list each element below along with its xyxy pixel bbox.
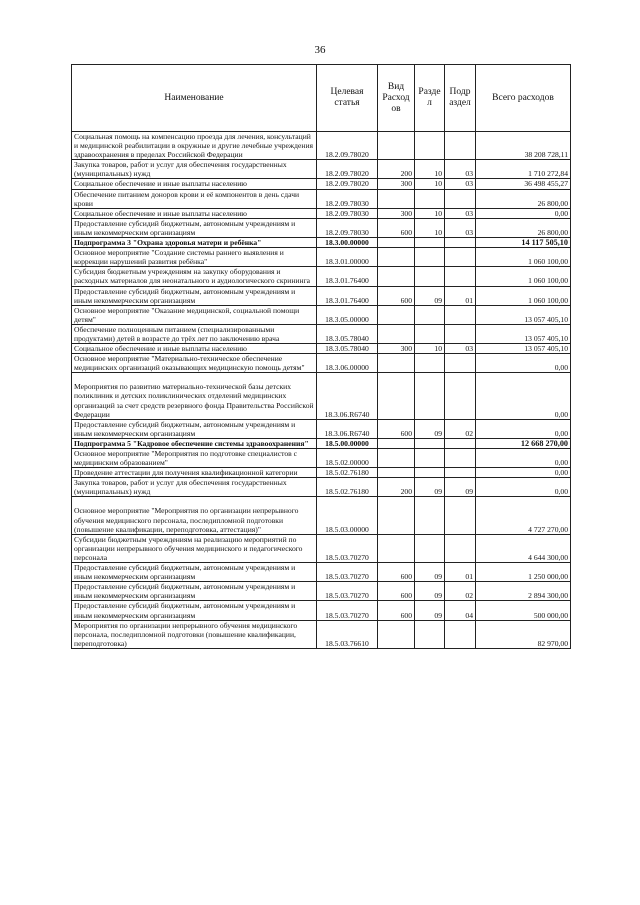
row-target: 18.5.02.00000	[317, 449, 378, 468]
row-total: 36 498 455,27	[476, 179, 571, 189]
table-row	[72, 344, 571, 354]
row-podrazdel	[445, 373, 476, 419]
row-razdel: 09	[415, 582, 445, 601]
row-total: 0,00	[476, 419, 571, 438]
table-row	[72, 267, 571, 286]
row-total: 2 894 300,00	[476, 582, 571, 601]
row-razdel: 09	[415, 286, 445, 305]
row-razdel	[415, 534, 445, 562]
row-name: Закупка товаров, работ и услуг для обеспечения государственных (муниципальных) нужд	[72, 160, 317, 179]
header-name: Наименование	[72, 65, 317, 132]
row-total: 12 668 270,00	[476, 438, 571, 448]
table-row	[72, 419, 571, 438]
row-target: 18.5.03.70270	[317, 534, 378, 562]
row-podrazdel: 04	[445, 601, 476, 620]
row-podrazdel	[445, 189, 476, 208]
budget-table	[71, 64, 571, 649]
row-target: 18.5.03.70270	[317, 563, 378, 582]
row-vid	[378, 620, 415, 648]
row-razdel	[415, 354, 445, 373]
row-target: 18.3.06.R6740	[317, 373, 378, 419]
row-target: 18.2.09.78030	[317, 208, 378, 218]
row-name: Мероприятия по развитию материально-технической базы детских поликлиник и детских поликлинических отделений медицинских организаций за счет средств резервного фонда Правительства Российской Федерации	[72, 373, 317, 419]
row-total: 26 800,00	[476, 189, 571, 208]
row-vid: 600	[378, 582, 415, 601]
row-name: Мероприятия по организации непрерывного обучения медицинского персонала, последипломной подготовки (повышение квалификации, переподготовка)	[72, 620, 317, 648]
row-total: 4 727 270,00	[476, 497, 571, 534]
row-target: 18.5.03.76610	[317, 620, 378, 648]
row-razdel	[415, 189, 445, 208]
row-vid: 600	[378, 286, 415, 305]
row-podrazdel	[445, 305, 476, 324]
row-podrazdel	[445, 534, 476, 562]
page-number: 36	[314, 44, 326, 56]
row-target: 18.5.02.76180	[317, 468, 378, 478]
row-name: Подпрограмма 5 "Кадровое обеспечение системы здравоохранения"	[72, 438, 317, 448]
table-row	[72, 208, 571, 218]
row-vid	[378, 534, 415, 562]
table-header-row	[72, 65, 571, 132]
row-razdel: 10	[415, 160, 445, 179]
row-name: Основное мероприятие "Оказание медицинской, социальной помощи детям"	[72, 305, 317, 324]
header-total: Всего расходов	[476, 65, 571, 132]
row-podrazdel: 02	[445, 582, 476, 601]
table-row	[72, 286, 571, 305]
row-target: 18.5.03.70270	[317, 582, 378, 601]
row-vid	[378, 305, 415, 324]
row-podrazdel: 01	[445, 563, 476, 582]
row-total: 0,00	[476, 478, 571, 497]
row-razdel	[415, 497, 445, 534]
row-target: 18.2.09.78020	[317, 160, 378, 179]
row-podrazdel	[445, 132, 476, 160]
row-total: 13 057 405,10	[476, 305, 571, 324]
row-podrazdel	[445, 438, 476, 448]
row-target: 18.2.09.78030	[317, 189, 378, 208]
header-podrazdel: Подр аздел	[445, 65, 476, 132]
row-total: 82 970,00	[476, 620, 571, 648]
row-vid	[378, 238, 415, 248]
row-name: Предоставление субсидий бюджетным, автономным учреждениям и иным некоммерческим организациям	[72, 601, 317, 620]
header-target: Целевая статья	[317, 65, 378, 132]
row-target: 18.2.09.78030	[317, 218, 378, 237]
row-razdel	[415, 305, 445, 324]
row-name: Закупка товаров, работ и услуг для обеспечения государственных (муниципальных) нужд	[72, 478, 317, 497]
row-vid	[378, 248, 415, 267]
table-row	[72, 582, 571, 601]
row-podrazdel: 03	[445, 160, 476, 179]
row-podrazdel	[445, 620, 476, 648]
row-podrazdel: 03	[445, 208, 476, 218]
row-name: Социальное обеспечение и иные выплаты населению	[72, 208, 317, 218]
row-name: Социальное обеспечение и иные выплаты населению	[72, 179, 317, 189]
row-name: Предоставление субсидий бюджетным, автономным учреждениям и иным некоммерческим организациям	[72, 582, 317, 601]
row-total: 1 060 100,00	[476, 267, 571, 286]
row-name: Предоставление субсидий бюджетным, автономным учреждениям и иным некоммерческим организациям	[72, 563, 317, 582]
row-total: 500 000,00	[476, 601, 571, 620]
row-razdel: 09	[415, 601, 445, 620]
row-vid	[378, 468, 415, 478]
row-razdel: 09	[415, 563, 445, 582]
table-row	[72, 563, 571, 582]
table-row	[72, 373, 571, 419]
row-razdel	[415, 324, 445, 343]
row-podrazdel: 01	[445, 286, 476, 305]
row-target: 18.5.03.00000	[317, 497, 378, 534]
row-razdel	[415, 267, 445, 286]
header-vid: Вид Расход ов	[378, 65, 415, 132]
row-target: 18.5.00.00000	[317, 438, 378, 448]
table-row	[72, 601, 571, 620]
row-vid	[378, 132, 415, 160]
row-razdel	[415, 449, 445, 468]
table-row	[72, 324, 571, 343]
row-vid	[378, 267, 415, 286]
table-row	[72, 160, 571, 179]
table-row	[72, 478, 571, 497]
table-row	[72, 179, 571, 189]
row-vid	[378, 438, 415, 448]
row-target: 18.5.03.70270	[317, 601, 378, 620]
row-target: 18.3.05.00000	[317, 305, 378, 324]
row-podrazdel: 09	[445, 478, 476, 497]
row-total: 0,00	[476, 208, 571, 218]
row-podrazdel: 03	[445, 344, 476, 354]
table-row	[72, 620, 571, 648]
row-total: 4 644 300,00	[476, 534, 571, 562]
row-target: 18.3.05.78040	[317, 324, 378, 343]
row-target: 18.3.06.00000	[317, 354, 378, 373]
row-vid	[378, 497, 415, 534]
table-row	[72, 354, 571, 373]
row-total: 1 060 100,00	[476, 286, 571, 305]
row-name: Социальная помощь на компенсацию проезда для лечения, консультаций и медицинской реабилитации в окружные и другие лечебные учреждения здравоохранения в пределах Российской Федерации	[72, 132, 317, 160]
row-vid	[378, 324, 415, 343]
row-podrazdel: 03	[445, 179, 476, 189]
row-total: 26 800,00	[476, 218, 571, 237]
row-podrazdel	[445, 468, 476, 478]
row-podrazdel	[445, 267, 476, 286]
row-name: Предоставление субсидий бюджетным, автономным учреждениям и иным некоммерческим организациям	[72, 218, 317, 237]
row-total: 13 057 405,10	[476, 344, 571, 354]
table-row	[72, 248, 571, 267]
row-target: 18.3.01.00000	[317, 248, 378, 267]
row-vid	[378, 373, 415, 419]
row-target: 18.2.09.78020	[317, 132, 378, 160]
table-row	[72, 238, 571, 248]
row-vid: 600	[378, 563, 415, 582]
header-razdel: Разде л	[415, 65, 445, 132]
row-vid: 200	[378, 478, 415, 497]
row-target: 18.3.00.00000	[317, 238, 378, 248]
row-razdel	[415, 373, 445, 419]
table-row	[72, 218, 571, 237]
row-total: 13 057 405,10	[476, 324, 571, 343]
table-row	[72, 189, 571, 208]
table-row	[72, 438, 571, 448]
row-name: Подпрограмма 3 "Охрана здоровья матери и ребёнка"	[72, 238, 317, 248]
row-name: Субсидия бюджетным учреждениям на закупку оборудования и расходных материалов для неонатального и аудиологического скрининга	[72, 267, 317, 286]
row-name: Основное мероприятие "Создание системы раннего выявления и коррекции нарушений развития ребёнка"	[72, 248, 317, 267]
row-podrazdel	[445, 449, 476, 468]
row-total: 14 117 505,10	[476, 238, 571, 248]
row-podrazdel: 02	[445, 419, 476, 438]
row-razdel	[415, 620, 445, 648]
table-row	[72, 449, 571, 468]
row-total: 0,00	[476, 449, 571, 468]
row-total: 0,00	[476, 468, 571, 478]
row-target: 18.3.06.R6740	[317, 419, 378, 438]
table-row	[72, 132, 571, 160]
row-podrazdel	[445, 354, 476, 373]
row-total: 38 208 728,11	[476, 132, 571, 160]
row-podrazdel	[445, 248, 476, 267]
row-vid: 300	[378, 208, 415, 218]
table-row	[72, 305, 571, 324]
row-target: 18.5.02.76180	[317, 478, 378, 497]
table-body	[72, 132, 571, 649]
row-name: Основное мероприятие "Материально-техническое обеспечение медицинских организаций оказывающих медицинскую помощь детям"	[72, 354, 317, 373]
row-total: 0,00	[476, 354, 571, 373]
row-vid	[378, 354, 415, 373]
row-razdel	[415, 132, 445, 160]
row-podrazdel	[445, 238, 476, 248]
row-name: Обеспечение питанием доноров крови и её компонентов в день сдачи крови	[72, 189, 317, 208]
row-razdel	[415, 238, 445, 248]
row-total: 0,00	[476, 373, 571, 419]
row-razdel: 09	[415, 419, 445, 438]
row-name: Проведение аттестации для получения квалификационной категории	[72, 468, 317, 478]
row-total: 1 060 100,00	[476, 248, 571, 267]
row-name: Предоставление субсидий бюджетным, автономным учреждениям и иным некоммерческим организациям	[72, 419, 317, 438]
row-razdel: 10	[415, 179, 445, 189]
row-vid: 200	[378, 160, 415, 179]
row-vid: 600	[378, 419, 415, 438]
row-razdel	[415, 248, 445, 267]
row-name: Субсидии бюджетным учреждениям на реализацию мероприятий по организации непрерывного обучения медицинского и педагогического персонала	[72, 534, 317, 562]
row-name: Основное мероприятие "Мероприятия по подготовке специалистов с медицинским образованием"	[72, 449, 317, 468]
row-name: Обеспечение полноценным питанием (специализированными продуктами) детей в возрасте до трёх лет по заключению врача	[72, 324, 317, 343]
row-podrazdel: 03	[445, 218, 476, 237]
row-razdel: 10	[415, 218, 445, 237]
row-vid: 600	[378, 601, 415, 620]
row-vid: 600	[378, 218, 415, 237]
row-razdel	[415, 438, 445, 448]
row-podrazdel	[445, 324, 476, 343]
row-target: 18.3.05.78040	[317, 344, 378, 354]
table-row	[72, 468, 571, 478]
row-vid: 300	[378, 344, 415, 354]
row-total: 1 250 000,00	[476, 563, 571, 582]
row-razdel: 09	[415, 478, 445, 497]
table-row	[72, 534, 571, 562]
row-razdel	[415, 468, 445, 478]
row-target: 18.3.01.76400	[317, 286, 378, 305]
table-row	[72, 497, 571, 534]
row-target: 18.3.01.76400	[317, 267, 378, 286]
row-vid: 300	[378, 179, 415, 189]
row-razdel: 10	[415, 208, 445, 218]
row-vid	[378, 449, 415, 468]
row-podrazdel	[445, 497, 476, 534]
row-name: Предоставление субсидий бюджетным, автономным учреждениям и иным некоммерческим организациям	[72, 286, 317, 305]
row-total: 1 710 272,84	[476, 160, 571, 179]
row-target: 18.2.09.78020	[317, 179, 378, 189]
row-name: Социальное обеспечение и иные выплаты населению	[72, 344, 317, 354]
row-razdel: 10	[415, 344, 445, 354]
row-vid	[378, 189, 415, 208]
row-name: Основное мероприятие "Мероприятия по организации непрерывного обучения медицинского персонала, последипломной подготовки (повышение квалификации, переподготовка, аттестация)"	[72, 497, 317, 534]
